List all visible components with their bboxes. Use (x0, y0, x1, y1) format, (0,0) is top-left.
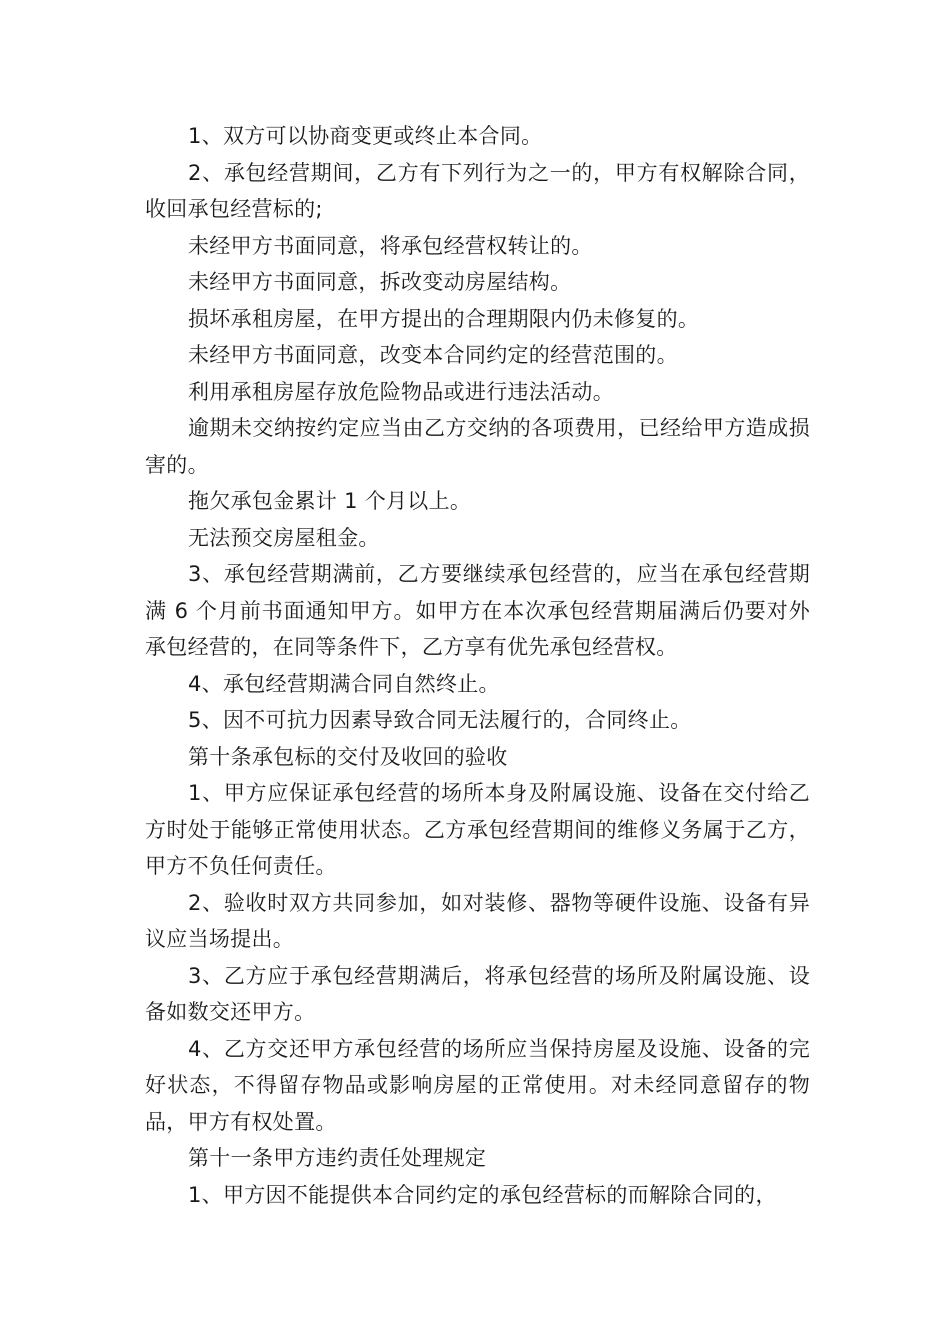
section-heading-article-11: 第十一条甲方违约责任处理规定 (188, 1146, 487, 1170)
paragraph-15: 1、甲方应保证承包经营的场所本身及附属设施、设备在交付给乙方时处于能够正常使用状态。乙方承包经营期间的维修义务属于乙方，甲方不负任何责任。 (145, 781, 810, 878)
paragraph-2: 2、承包经营期间，乙方有下列行为之一的，甲方有权解除合同，收回承包经营标的; (145, 160, 810, 221)
paragraph-8: 逾期未交纳按约定应当由乙方交纳的各项费用，已经给甲方造成损害的。 (145, 416, 810, 477)
paragraph-3: 未经甲方书面同意，将承包经营权转让的。 (188, 233, 593, 258)
paragraph-20: 1、甲方因不能提供本合同约定的承包经营标的而解除合同的， (188, 1182, 777, 1207)
paragraph-17: 3、乙方应于承包经营期满后，将承包经营的场所及附属设施、设备如数交还甲方。 (145, 963, 810, 1024)
paragraph-6: 未经甲方书面同意，改变本合同约定的经营范围的。 (188, 343, 678, 367)
paragraph-7: 利用承租房屋存放危险物品或进行违法活动。 (188, 379, 614, 404)
document-body (145, 118, 810, 1213)
paragraph-12: 4、承包经营期满合同自然终止。 (188, 671, 500, 696)
paragraph-13: 5、因不可抗力因素导致合同无法履行的，合同终止。 (188, 708, 692, 732)
paragraph-4: 未经甲方书面同意，拆改变动房屋结构。 (188, 270, 572, 294)
paragraph-18: 4、乙方交还甲方承包经营的场所应当保持房屋及设施、设备的完好状态，不得留存物品或影响房屋的正常使用。对未经同意留存的物品，甲方有权处置。 (145, 1036, 810, 1134)
paragraph-5: 损坏承租房屋，在甲方提出的合理期限内仍未修复的。 (188, 306, 700, 331)
paragraph-11: 3、承包经营期满前，乙方要继续承包经营的，应当在承包经营期满 6 个月前书面通知甲方。如甲方在本次承包经营期届满后仍要对外承包经营的，在同等条件下，乙方享有优先承包经营权。 (145, 562, 810, 659)
paragraph-10: 无法预交房屋租金。 (188, 525, 380, 550)
paragraph-1: 1、双方可以协商变更或终止本合同。 (188, 124, 543, 148)
paragraph-16: 2、验收时双方共同参加，如对装修、器物等硬件设施、设备有异议应当场提出。 (145, 890, 810, 951)
paragraph-9: 拖欠承包金累计 1 个月以上。 (188, 489, 472, 513)
section-heading-article-10: 第十条承包标的交付及收回的验收 (188, 744, 508, 769)
